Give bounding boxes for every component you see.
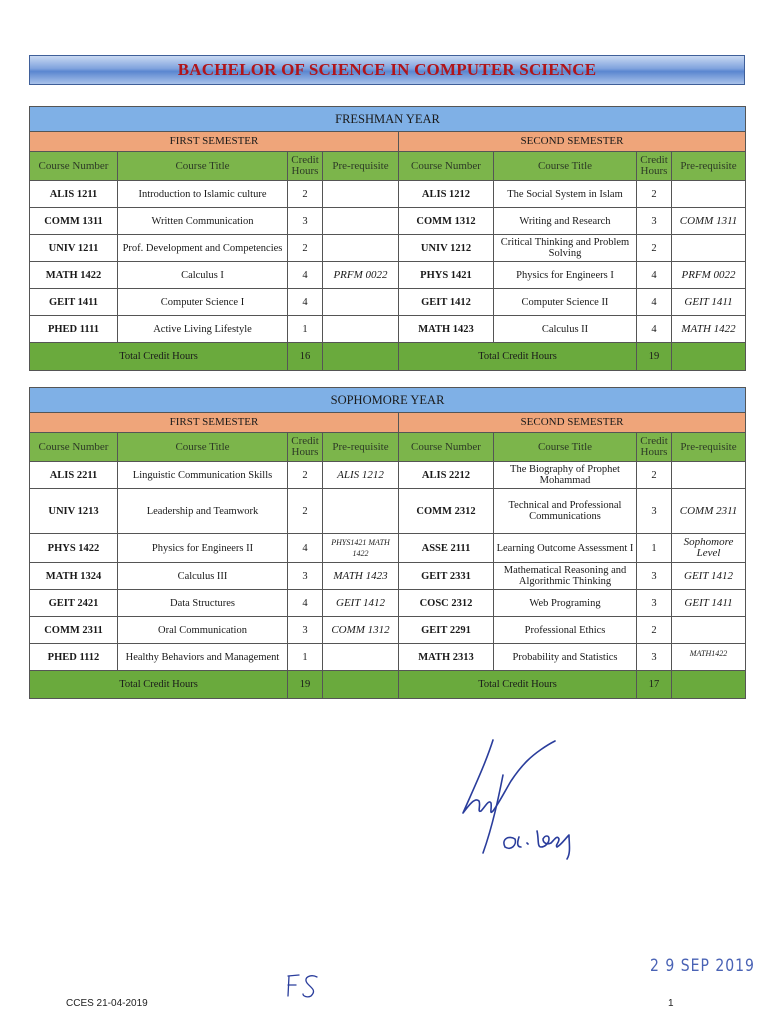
- handwritten-mark: [285, 972, 325, 1000]
- prerequisite: GEIT 1412: [323, 590, 399, 617]
- column-header: Credit Hours: [288, 152, 323, 181]
- course-title: Data Structures: [118, 590, 288, 617]
- total-label: Total Credit Hours: [30, 671, 288, 699]
- credit-hours: 4: [637, 289, 672, 316]
- table-row: [30, 316, 746, 343]
- total-row: [30, 343, 746, 371]
- course-number: GEIT 1411: [30, 289, 118, 316]
- course-title: Computer Science I: [118, 289, 288, 316]
- prerequisite: [323, 289, 399, 316]
- prerequisite: MATH 1423: [323, 563, 399, 590]
- course-number: PHYS 1421: [399, 262, 494, 289]
- prerequisite: ALIS 1212: [323, 462, 399, 489]
- credit-hours: 2: [637, 617, 672, 644]
- total-row: [30, 671, 746, 699]
- freshman-year-table: [29, 106, 746, 371]
- credit-hours: 3: [637, 563, 672, 590]
- credit-hours: 4: [288, 534, 323, 563]
- column-header: Course Title: [118, 152, 288, 181]
- credit-hours: 3: [637, 489, 672, 534]
- semester-header: FIRST SEMESTER: [30, 413, 399, 433]
- table-row: [30, 590, 746, 617]
- course-number: GEIT 2331: [399, 563, 494, 590]
- course-number: ASSE 2111: [399, 534, 494, 563]
- year-header: SOPHOMORE YEAR: [30, 388, 746, 413]
- course-title: Written Communication: [118, 208, 288, 235]
- total-label: Total Credit Hours: [399, 343, 637, 371]
- prerequisite: COMM 1311: [672, 208, 746, 235]
- credit-hours: 4: [288, 590, 323, 617]
- column-header: Credit Hours: [637, 433, 672, 462]
- credit-hours: 2: [288, 235, 323, 262]
- semester-header: SECOND SEMESTER: [399, 132, 746, 152]
- column-header: Pre-requisite: [672, 433, 746, 462]
- course-number: COSC 2312: [399, 590, 494, 617]
- credit-hours: 3: [288, 208, 323, 235]
- prerequisite: GEIT 1411: [672, 590, 746, 617]
- semester-header: FIRST SEMESTER: [30, 132, 399, 152]
- column-header: Pre-requisite: [672, 152, 746, 181]
- course-title: Healthy Behaviors and Management: [118, 644, 288, 671]
- credit-hours: 4: [637, 316, 672, 343]
- table-row: [30, 181, 746, 208]
- table-row: [30, 208, 746, 235]
- course-number: COMM 2311: [30, 617, 118, 644]
- course-title: Mathematical Reasoning and Algorithmic Thinking: [494, 563, 637, 590]
- course-number: ALIS 1211: [30, 181, 118, 208]
- credit-hours: 2: [288, 462, 323, 489]
- course-number: ALIS 1212: [399, 181, 494, 208]
- course-number: GEIT 2291: [399, 617, 494, 644]
- total-spacer: [323, 343, 399, 371]
- course-number: MATH 1423: [399, 316, 494, 343]
- table-row: [30, 617, 746, 644]
- credit-hours: 2: [288, 489, 323, 534]
- credit-hours: 1: [288, 316, 323, 343]
- course-number: ALIS 2211: [30, 462, 118, 489]
- prerequisite: COMM 1312: [323, 617, 399, 644]
- prerequisite: PHYS1421 MATH 1422: [323, 534, 399, 563]
- credit-hours: 2: [637, 235, 672, 262]
- prerequisite: COMM 2311: [672, 489, 746, 534]
- course-title: Probability and Statistics: [494, 644, 637, 671]
- table-row: [30, 289, 746, 316]
- credit-hours: 1: [288, 644, 323, 671]
- course-number: ALIS 2212: [399, 462, 494, 489]
- course-title: Professional Ethics: [494, 617, 637, 644]
- column-header: Credit Hours: [288, 433, 323, 462]
- credit-hours: 3: [637, 644, 672, 671]
- course-title: Calculus II: [494, 316, 637, 343]
- credit-hours: 4: [637, 262, 672, 289]
- course-number: PHED 1111: [30, 316, 118, 343]
- total-credit-hours: 19: [637, 343, 672, 371]
- credit-hours: 3: [288, 617, 323, 644]
- total-spacer: [672, 671, 746, 699]
- course-title: Technical and Professional Communications: [494, 489, 637, 534]
- course-title: The Biography of Prophet Mohammad: [494, 462, 637, 489]
- course-number: MATH 2313: [399, 644, 494, 671]
- course-title: Prof. Development and Competencies: [118, 235, 288, 262]
- column-header: Pre-requisite: [323, 152, 399, 181]
- date-stamp: 2 9 SEP 2019: [650, 956, 755, 976]
- table-row: [30, 563, 746, 590]
- table-row: [30, 262, 746, 289]
- credit-hours: 3: [288, 563, 323, 590]
- prerequisite: PRFM 0022: [672, 262, 746, 289]
- course-title: Introduction to Islamic culture: [118, 181, 288, 208]
- course-number: PHYS 1422: [30, 534, 118, 563]
- course-number: UNIV 1212: [399, 235, 494, 262]
- total-credit-hours: 16: [288, 343, 323, 371]
- credit-hours: 2: [637, 181, 672, 208]
- column-header: Course Number: [30, 152, 118, 181]
- prerequisite: [672, 235, 746, 262]
- total-spacer: [323, 671, 399, 699]
- course-number: MATH 1324: [30, 563, 118, 590]
- column-header: Course Title: [118, 433, 288, 462]
- credit-hours: 3: [637, 208, 672, 235]
- course-number: COMM 2312: [399, 489, 494, 534]
- prerequisite: MATH1422: [672, 644, 746, 671]
- prerequisite: Sophomore Level: [672, 534, 746, 563]
- course-title: Critical Thinking and Problem Solving: [494, 235, 637, 262]
- column-header: Pre-requisite: [323, 433, 399, 462]
- credit-hours: 2: [288, 181, 323, 208]
- prerequisite: [323, 489, 399, 534]
- year-header: FRESHMAN YEAR: [30, 107, 746, 132]
- course-title: Physics for Engineers II: [118, 534, 288, 563]
- program-title: BACHELOR OF SCIENCE IN COMPUTER SCIENCE: [177, 60, 597, 79]
- total-label: Total Credit Hours: [399, 671, 637, 699]
- table-row: [30, 462, 746, 489]
- course-number: GEIT 2421: [30, 590, 118, 617]
- credit-hours: 3: [637, 590, 672, 617]
- course-title: Oral Communication: [118, 617, 288, 644]
- page-number: 1: [668, 998, 674, 1009]
- table-row: [30, 489, 746, 534]
- course-number: GEIT 1412: [399, 289, 494, 316]
- course-number: PHED 1112: [30, 644, 118, 671]
- prerequisite: [672, 617, 746, 644]
- footer-reference: CCES 21-04-2019: [66, 998, 148, 1009]
- column-header: Course Number: [399, 433, 494, 462]
- semester-header: SECOND SEMESTER: [399, 413, 746, 433]
- course-title: Writing and Research: [494, 208, 637, 235]
- total-credit-hours: 19: [288, 671, 323, 699]
- table-row: [30, 534, 746, 563]
- prerequisite: GEIT 1411: [672, 289, 746, 316]
- total-label: Total Credit Hours: [30, 343, 288, 371]
- prerequisite: [323, 181, 399, 208]
- course-title: Active Living Lifestyle: [118, 316, 288, 343]
- course-number: MATH 1422: [30, 262, 118, 289]
- column-header: Course Number: [399, 152, 494, 181]
- program-title-banner: [29, 55, 745, 85]
- column-header: Credit Hours: [637, 152, 672, 181]
- column-header: Course Title: [494, 433, 637, 462]
- table-row: [30, 235, 746, 262]
- credit-hours: 1: [637, 534, 672, 563]
- prerequisite: MATH 1422: [672, 316, 746, 343]
- course-title: The Social System in Islam: [494, 181, 637, 208]
- prerequisite: [672, 462, 746, 489]
- prerequisite: [672, 181, 746, 208]
- prerequisite: [323, 644, 399, 671]
- course-number: COMM 1312: [399, 208, 494, 235]
- course-title: Calculus III: [118, 563, 288, 590]
- prerequisite: GEIT 1412: [672, 563, 746, 590]
- course-number: COMM 1311: [30, 208, 118, 235]
- prerequisite: [323, 235, 399, 262]
- column-header: Course Title: [494, 152, 637, 181]
- signature: [455, 735, 595, 865]
- course-title: Web Programing: [494, 590, 637, 617]
- total-credit-hours: 17: [637, 671, 672, 699]
- course-number: UNIV 1211: [30, 235, 118, 262]
- course-number: UNIV 1213: [30, 489, 118, 534]
- credit-hours: 2: [637, 462, 672, 489]
- column-header: Course Number: [30, 433, 118, 462]
- prerequisite: [323, 208, 399, 235]
- credit-hours: 4: [288, 289, 323, 316]
- course-title: Leadership and Teamwork: [118, 489, 288, 534]
- prerequisite: [323, 316, 399, 343]
- credit-hours: 4: [288, 262, 323, 289]
- course-title: Learning Outcome Assessment I: [494, 534, 637, 563]
- sophomore-year-table: [29, 387, 746, 699]
- table-row: [30, 644, 746, 671]
- course-title: Computer Science II: [494, 289, 637, 316]
- course-title: Linguistic Communication Skills: [118, 462, 288, 489]
- prerequisite: PRFM 0022: [323, 262, 399, 289]
- course-title: Calculus I: [118, 262, 288, 289]
- course-title: Physics for Engineers I: [494, 262, 637, 289]
- total-spacer: [672, 343, 746, 371]
